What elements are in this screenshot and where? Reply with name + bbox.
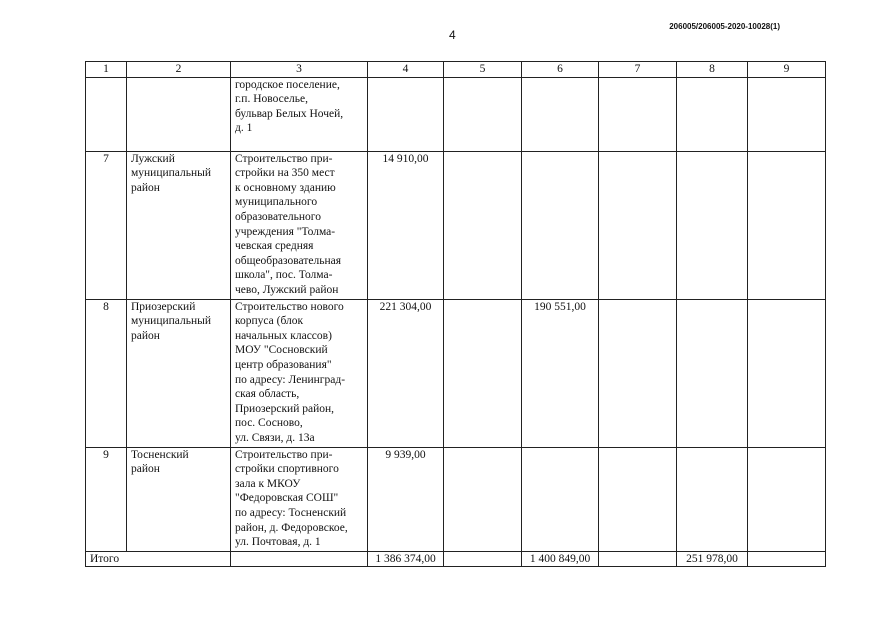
page-number: 4: [449, 28, 456, 42]
header-cell: 7: [599, 62, 677, 78]
header-row: [86, 62, 826, 78]
total-amount: 251 978,00: [677, 551, 748, 567]
amount-cell: [444, 447, 522, 551]
total-empty-cell: [444, 551, 522, 567]
table-row: [86, 299, 826, 447]
header-cell: 2: [127, 62, 231, 78]
total-empty-cell: [599, 551, 677, 567]
amount-cell: [677, 77, 748, 151]
amount-cell: 221 304,00: [368, 299, 444, 447]
amount-cell: [522, 151, 599, 299]
object-cell: Строительство нового корпуса (блок начальных классов) МОУ "Сосновский центр образования" по адресу: Ленинград- ская область, Приозерский район, пос. Сосново, ул. Связи, д. 13а: [231, 299, 368, 447]
row-number-cell: [86, 77, 127, 151]
object-cell: Строительство при- стройки спортивного зала к МКОУ "Федоровская СОШ" по адресу: Тосненский район, д. Федоровское, ул. Почтовая, д. 1: [231, 447, 368, 551]
total-row: [86, 551, 826, 567]
document-id: 206005/206005-2020-10028(1): [669, 22, 780, 31]
amount-cell: [444, 299, 522, 447]
amount-cell: [599, 77, 677, 151]
total-amount: 1 386 374,00: [368, 551, 444, 567]
header-cell: 9: [748, 62, 826, 78]
district-cell: Приозерский муниципальный район: [127, 299, 231, 447]
amount-cell: [677, 151, 748, 299]
object-cell: городское поселение, г.п. Новоселье, бульвар Белых Ночей, д. 1: [231, 77, 368, 151]
amount-cell: [748, 77, 826, 151]
amount-cell: [444, 77, 522, 151]
total-empty-cell: [231, 551, 368, 567]
amount-cell: [599, 447, 677, 551]
total-empty-cell: [748, 551, 826, 567]
row-number-cell: 8: [86, 299, 127, 447]
amount-cell: 14 910,00: [368, 151, 444, 299]
amount-cell: [522, 77, 599, 151]
amount-cell: [748, 447, 826, 551]
amount-cell: [748, 299, 826, 447]
header-cell: 4: [368, 62, 444, 78]
table-row: [86, 151, 826, 299]
amount-cell: [748, 151, 826, 299]
district-cell: Лужский муниципальный район: [127, 151, 231, 299]
amount-cell: [599, 151, 677, 299]
header-cell: 6: [522, 62, 599, 78]
header-cell: 1: [86, 62, 127, 78]
total-amount: 1 400 849,00: [522, 551, 599, 567]
amount-cell: 9 939,00: [368, 447, 444, 551]
amount-cell: [599, 299, 677, 447]
amount-cell: [677, 299, 748, 447]
header-cell: 3: [231, 62, 368, 78]
row-number-cell: 7: [86, 151, 127, 299]
district-cell: [127, 77, 231, 151]
amount-cell: [522, 447, 599, 551]
amount-cell: [677, 447, 748, 551]
table-row: [86, 77, 826, 151]
table-row: [86, 447, 826, 551]
total-label: Итого: [86, 551, 231, 567]
budget-table: [85, 61, 826, 567]
district-cell: Тосненский район: [127, 447, 231, 551]
amount-cell: 190 551,00: [522, 299, 599, 447]
amount-cell: [368, 77, 444, 151]
header-cell: 5: [444, 62, 522, 78]
amount-cell: [444, 151, 522, 299]
header-cell: 8: [677, 62, 748, 78]
row-number-cell: 9: [86, 447, 127, 551]
object-cell: Строительство при- стройки на 350 мест к основному зданию муниципального образовательного учреждения "Толма- чевская средняя общеобразовательная школа", пос. Толма- чево, Лужский район: [231, 151, 368, 299]
